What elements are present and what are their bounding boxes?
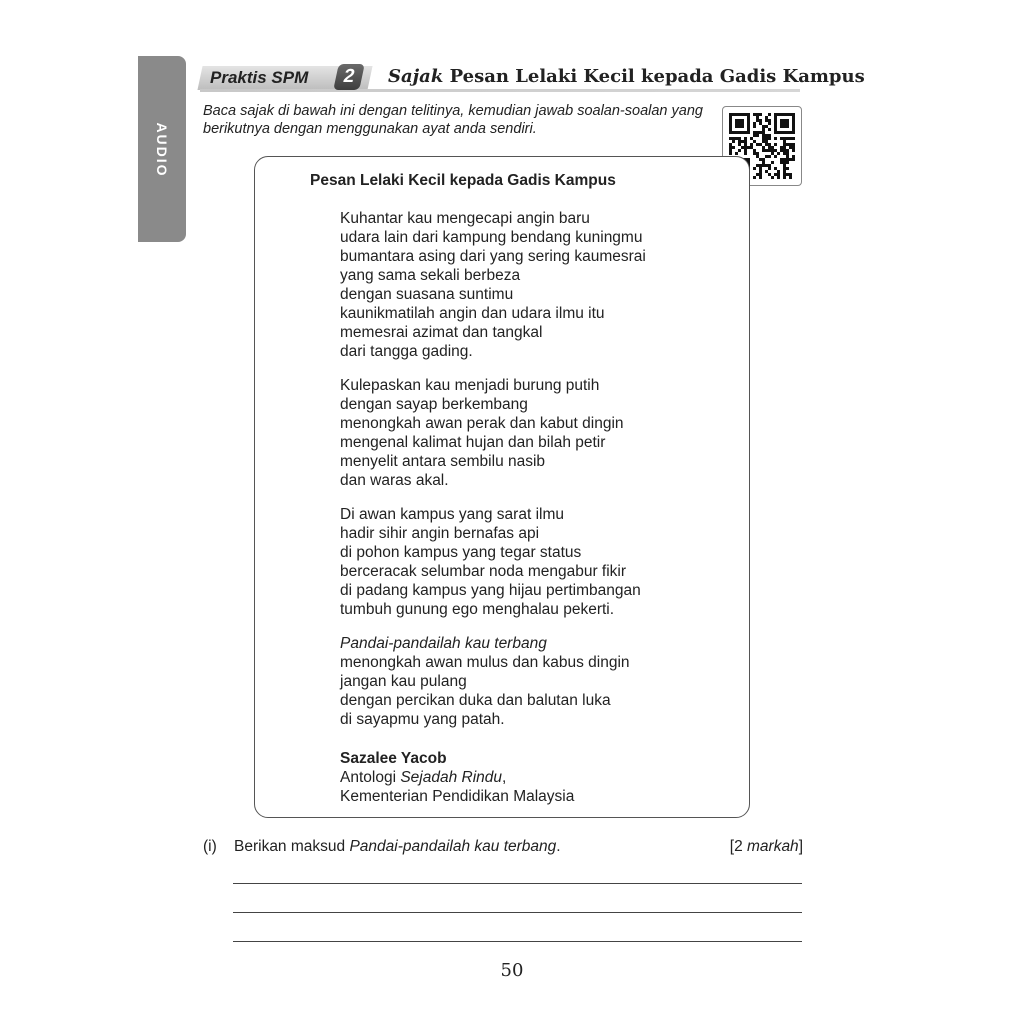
poem-attribution [340, 749, 574, 806]
section-title-rest: Pesan Lelaki Kecil kepada Gadis Kampus [443, 66, 865, 87]
header-underline [200, 89, 800, 92]
practice-number-badge: 2 [333, 64, 365, 90]
marks-number: 2 [734, 838, 743, 855]
practice-label: Praktis SPM [210, 68, 309, 87]
poem-line: kaunikmatilah angin dan udara ilmu itu [340, 305, 605, 322]
poem-line: di pohon kampus yang tegar status [340, 544, 582, 561]
poem-line: Kulepaskan kau menjadi burung putih [340, 377, 600, 394]
poem-source [340, 768, 574, 787]
page-number: 50 [500, 960, 524, 981]
poem-line: dari tangga gading. [340, 343, 473, 360]
poem-line: menyelit antara sembilu nasib [340, 453, 546, 470]
stanza-4 [340, 634, 740, 729]
poem-line: jangan kau pulang [340, 673, 467, 690]
answer-line[interactable] [233, 912, 802, 913]
question-number: (i) [203, 838, 217, 855]
section-title-prefix: Sajak [388, 66, 444, 87]
question-text-suffix: . [556, 838, 561, 855]
poem-author: Sazalee Yacob [340, 750, 447, 767]
poem-line: Pandai-pandailah kau terbang [340, 635, 547, 652]
source-title: Sejadah Rindu [400, 769, 503, 786]
answer-line[interactable] [233, 883, 802, 884]
section-title [388, 66, 865, 87]
audio-tab-label: AUDIO [154, 122, 170, 178]
poem-line: mengenal kalimat hujan dan bilah petir [340, 434, 606, 451]
marks-open: [ [729, 838, 735, 855]
poem-line: berceracak selumbar noda mengabur fikir [340, 563, 627, 580]
marks-word: markah [742, 838, 799, 855]
poem-line: menongkah awan perak dan kabut dingin [340, 415, 624, 432]
poem-line: menongkah awan mulus dan kabus dingin [340, 654, 630, 671]
poem-line: dan waras akal. [340, 472, 449, 489]
poem-body [340, 209, 740, 744]
poem-line: hadir sihir angin bernafas api [340, 525, 540, 542]
poem-line: Kuhantar kau mengecapi angin baru [340, 210, 590, 227]
poem-line: di sayapmu yang patah. [340, 711, 505, 728]
question-text [234, 838, 561, 856]
poem-title: Pesan Lelaki Kecil kepada Gadis Kampus [310, 172, 616, 189]
poem-line: dengan sayap berkembang [340, 396, 528, 413]
stanza-1 [340, 209, 740, 361]
poem-line: yang sama sekali berbeza [340, 267, 521, 284]
source-suffix: , [502, 769, 507, 786]
stanza-3 [340, 505, 740, 619]
poem-line: Di awan kampus yang sarat ilmu [340, 506, 564, 523]
question-text-quote: Pandai-pandailah kau terbang [349, 838, 557, 855]
poem-publisher: Kementerian Pendidikan Malaysia [340, 788, 575, 805]
question-i [203, 838, 803, 858]
poem-line: di padang kampus yang hijau pertimbangan [340, 582, 641, 599]
instruction-text: Baca sajak di bawah ini dengan telitinya, kemudian jawab soalan-soalan yang berikutnya dengan menggunakan ayat anda sendiri. [203, 103, 703, 137]
section-header [200, 64, 865, 92]
stanza-2 [340, 376, 740, 490]
poem-line: udara lain dari kampung bendang kuningmu [340, 229, 643, 246]
answer-line[interactable] [233, 941, 802, 942]
poem-line: dengan suasana suntimu [340, 286, 514, 303]
poem-line: bumantara asing dari yang sering kaumesrai [340, 248, 646, 265]
question-marks [730, 838, 803, 856]
poem-line: tumbuh gunung ego menghalau pekerti. [340, 601, 615, 618]
poem-line: memesrai azimat dan tangkal [340, 324, 543, 341]
question-text-prefix: Berikan maksud [234, 838, 350, 855]
source-prefix: Antologi [340, 769, 401, 786]
poem-line: dengan percikan duka dan balutan luka [340, 692, 611, 709]
marks-close: ] [798, 838, 803, 855]
